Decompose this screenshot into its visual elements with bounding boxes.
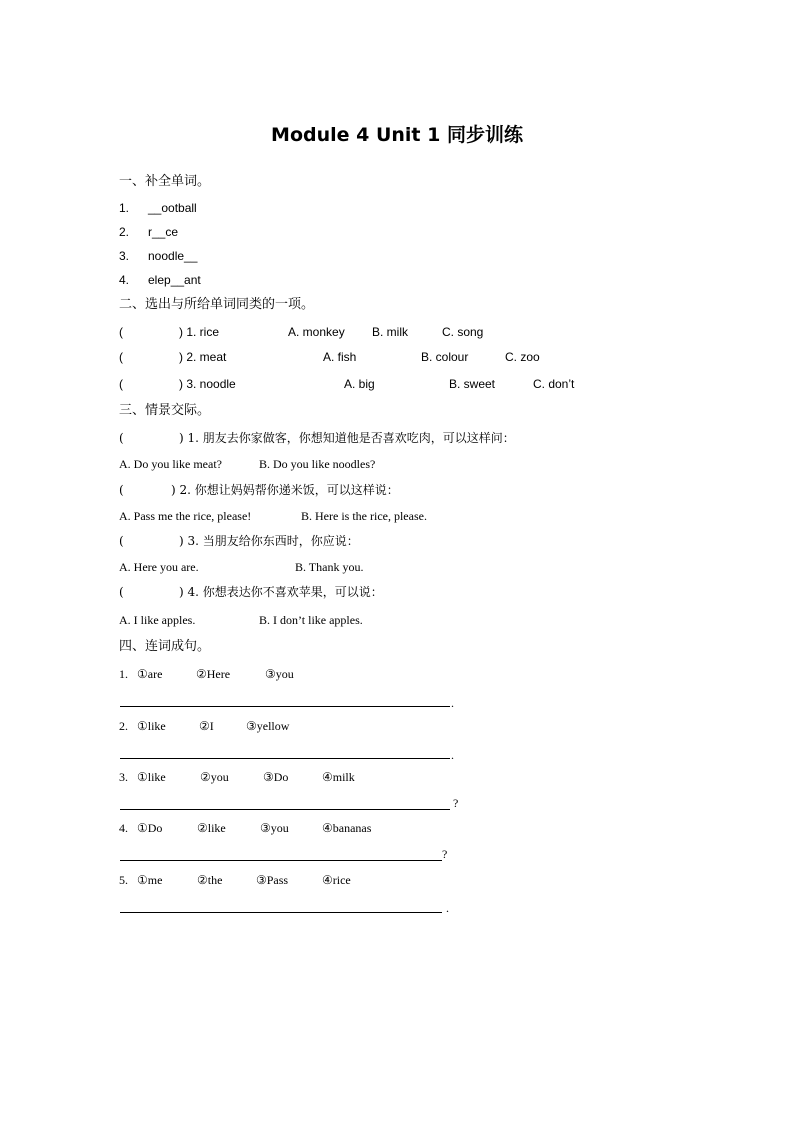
option-c: C. zoo <box>505 350 540 364</box>
answer-paren: ( <box>119 377 123 391</box>
option-b: B. colour <box>421 350 469 364</box>
word-token: ②like <box>197 821 226 835</box>
option-a: A. Do you like meat? <box>119 457 222 471</box>
question-stem: ) 3. noodle <box>179 377 236 391</box>
answer-paren: ( <box>119 483 124 497</box>
question-text: ) 3. 当朋友给你东西时，你应说： <box>179 534 359 548</box>
question-text: ) 1. 朋友去你家做客，你想知道他是否喜欢吃肉，可以这样问： <box>179 431 515 445</box>
question-text: ) 4. 你想表达你不喜欢苹果，可以说： <box>179 585 383 599</box>
word-token: ③Do <box>263 770 289 784</box>
sentence-end-mark: . <box>451 696 454 710</box>
option-b: B. I don’t like apples. <box>259 613 363 627</box>
question-stem: ) 2. meat <box>179 350 227 364</box>
item-number: 5. <box>119 873 128 887</box>
option-a: A. Pass me the rice, please! <box>119 509 252 523</box>
answer-line <box>120 758 450 759</box>
option-b: B. Here is the rice, please. <box>301 509 427 523</box>
word-token: ①like <box>137 770 166 784</box>
word-token: ③Pass <box>256 873 289 887</box>
option-a: A. I like apples. <box>119 613 196 627</box>
section2-heading: 二、选出与所给单词同类的一项。 <box>119 297 315 312</box>
word-token: ②Here <box>196 667 231 681</box>
option-b: B. Thank you. <box>295 560 364 574</box>
section1-heading: 一、补全单词。 <box>119 174 211 189</box>
option-c: C. don’t <box>533 377 575 391</box>
word-token: ③you <box>260 821 289 835</box>
option-a: A. big <box>344 377 375 391</box>
section3-heading: 三、情景交际。 <box>119 403 211 418</box>
sentence-end-mark: ? <box>442 847 448 861</box>
word-token: ②you <box>200 770 229 784</box>
answer-line <box>120 912 442 913</box>
item-number: 1. <box>119 667 128 681</box>
option-a: A. fish <box>323 350 357 364</box>
word-token: ③yellow <box>246 719 290 733</box>
item-word: elep__ant <box>148 273 201 287</box>
option-b: B. Do you like noodles? <box>259 457 376 471</box>
item-word: r__ce <box>148 225 179 239</box>
answer-paren: ( <box>119 350 123 364</box>
answer-paren: ( <box>119 325 123 339</box>
item-number: 1. <box>119 201 130 215</box>
answer-line <box>120 860 442 861</box>
answer-paren: ( <box>119 585 124 599</box>
option-a: A. Here you are. <box>119 560 199 574</box>
answer-line <box>120 809 450 810</box>
question-stem: ) 1. rice <box>179 325 220 339</box>
word-token: ①like <box>137 719 166 733</box>
word-token: ③you <box>265 667 294 681</box>
option-b: B. sweet <box>449 377 496 391</box>
item-number: 3. <box>119 770 128 784</box>
sentence-end-mark: ? <box>453 796 459 810</box>
item-number: 4. <box>119 273 130 287</box>
word-token: ④milk <box>322 770 355 784</box>
word-token: ④bananas <box>322 821 372 835</box>
option-c: C. song <box>442 325 484 339</box>
word-token: ②I <box>199 719 214 733</box>
answer-paren: ( <box>119 431 124 445</box>
word-token: ①me <box>137 873 163 887</box>
sentence-end-mark: . <box>446 901 449 915</box>
item-number: 3. <box>119 249 130 263</box>
answer-line <box>120 706 450 707</box>
page-title: Module 4 Unit 1 同步训练 <box>271 124 523 146</box>
word-token: ①are <box>137 667 163 681</box>
option-b: B. milk <box>372 325 408 339</box>
answer-paren: ( <box>119 534 124 548</box>
item-word: __ootball <box>148 201 197 215</box>
question-text: ) 2. 你想让妈妈帮你递米饭，可以这样说： <box>171 483 399 497</box>
word-token: ④rice <box>322 873 351 887</box>
word-token: ①Do <box>137 821 163 835</box>
sentence-end-mark: . <box>451 748 454 762</box>
item-number: 4. <box>119 821 128 835</box>
item-word: noodle__ <box>148 249 198 263</box>
word-token: ②the <box>197 873 223 887</box>
item-number: 2. <box>119 225 130 239</box>
item-number: 2. <box>119 719 128 733</box>
option-a: A. monkey <box>288 325 345 339</box>
section4-heading: 四、连词成句。 <box>119 639 211 654</box>
